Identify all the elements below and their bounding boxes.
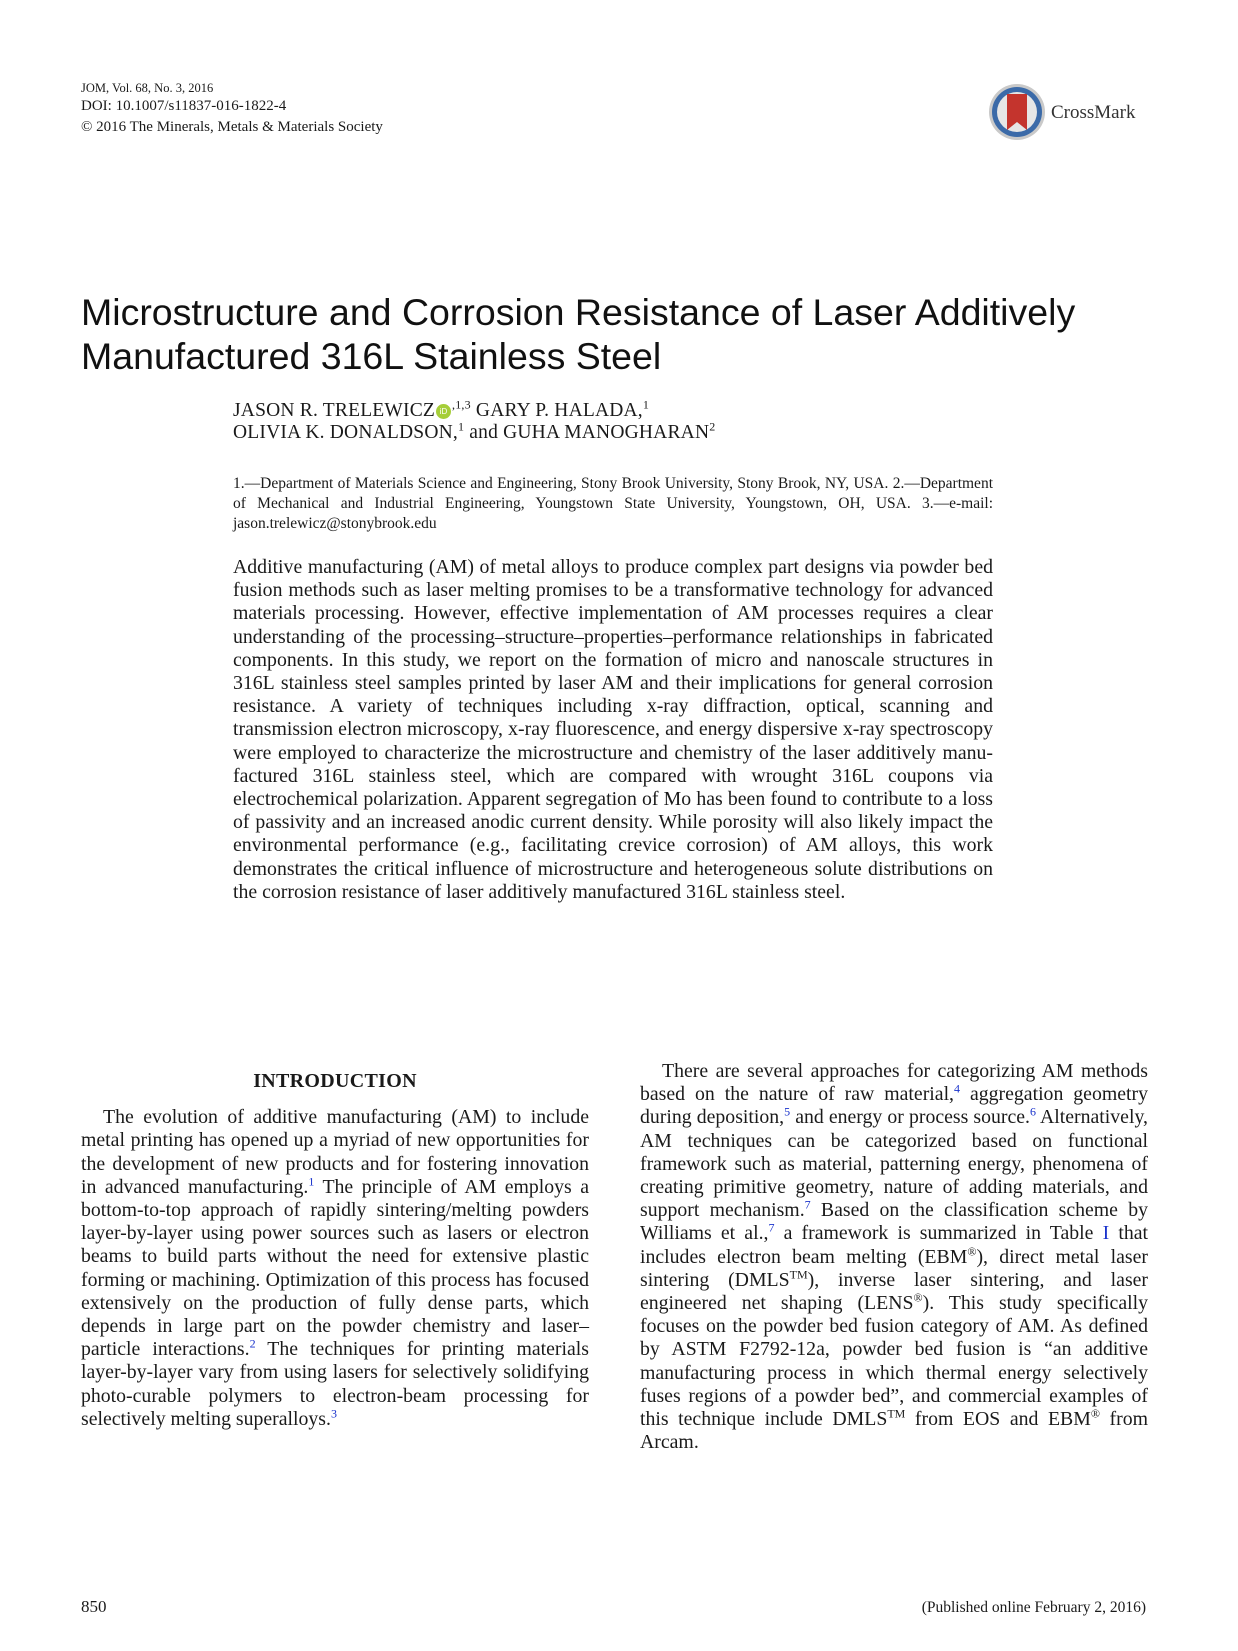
author-affil-sup: ,1,3 bbox=[452, 397, 471, 412]
author-list bbox=[233, 397, 716, 444]
author-affil-sup: 2 bbox=[709, 419, 716, 434]
intro-column bbox=[81, 1070, 589, 1431]
author-trelewicz[interactable]: JASON R. TRELEWICZ bbox=[233, 400, 436, 421]
body-paragraph: There are several approaches for categorizing AM methods based on the nature of raw material,$^4$ aggregation geometry during deposition,$^5$ and energy or process source.$^6$ Alternatively, AM techniques can be categorized based on functional framework such as material, patterning energy, phenomena of creating primitive geometry, nature of adding materials, and support mechanism.$^7$ Based on the classification scheme by Williams et al.,$^7$ a framework is summarized in Table I that includes electron beam melting (EBM®), direct metal laser sintering (DMLS™), inverse laser sintering, and laser engineered net shaping (LENS®). This study specifically focuses on the powder bed fusion category of AM. As defined by ASTM F2792-12a, powder bed fusion is “an additive manufacturing process in which thermal energy selectively fuses regions of a powder bed”, and commercial examples of this technique include DMLS™ from EOS and EBM® from Arcam. bbox=[640, 1060, 1149, 1454]
copyright: © 2016 The Minerals, Metals & Materials Society bbox=[81, 119, 383, 135]
journal-meta bbox=[81, 80, 383, 138]
author-halada[interactable]: GARY P. HALADA, bbox=[470, 400, 643, 421]
intro-paragraph: The evolution of additive manufacturing (AM) to include metal printing has opened up a myriad of new opportunities for the development of new products and for fostering innovation in advanced manufacturing.$^1$ The principle of AM employs a bottom-to-top approach of rapidly sintering/melting powders layer-by-layer using power sources such as lasers or electron beams to build parts without the need for extensive plastic forming or machining. Optimization of this process has focused extensively on the production of fully dense parts, which depends in large part on the powder chemistry and laser–particle interactions.$^2$ The techniques for printing materials layer-by-layer vary from using lasers for selectively solidifying photo-curable polymers to electron-beam processing for selectively melting superalloys.$^3$ bbox=[81, 1106, 589, 1430]
author-donaldson[interactable]: OLIVIA K. DONALDSON, bbox=[233, 422, 458, 443]
author-affil-sup: 1 bbox=[642, 397, 650, 412]
citation-link[interactable]: 4 bbox=[954, 1081, 961, 1096]
crossmark-icon bbox=[987, 82, 1047, 142]
abstract: Additive manufacturing (AM) of metal alloys to produce complex part designs via powder bed fusion methods such as laser melting promises to be a transformative technology for advanced materials processing. However, effective implementation of AM processes requires a clear understanding of the processing–structure–properties–performance relationships in fabricated components. In this study, we report on the formation of micro and nanoscale structures in 316L stainless steel samples printed by laser AM and their implications for general corrosion resistance. A variety of techniques including x-ray diffraction, optical, scanning and transmission electron microscopy, x-ray fluorescence, and energy dispersive x-ray spectroscopy were employed to characterize the microstructure and chemistry of the laser additively manufactured 316L stainless steel, which are compared with wrought 316L coupons via electrochemical polarization. Apparent segregation of Mo has been found to contribute to a loss of passivity and an increased anodic current density. While porosity will also likely impact the environmental performance (e.g., facilitating crevice corrosion) of AM alloys, this work demonstrates the critical influence of microstructure and heterogeneous solute distributions on the corrosion resistance of laser additively manufactured 316L stainless steel. bbox=[233, 556, 993, 903]
journal-citation: JOM, Vol. 68, No. 3, 2016 bbox=[81, 81, 214, 95]
citation-link[interactable]: 3 bbox=[330, 1406, 337, 1421]
citation-link[interactable]: 6 bbox=[1029, 1104, 1036, 1119]
author-manogharan[interactable]: and GUHA MANOGHARAN bbox=[464, 422, 710, 443]
citation-link[interactable]: 7 bbox=[768, 1220, 775, 1235]
orcid-icon[interactable]: iD bbox=[436, 404, 451, 419]
right-column bbox=[640, 1060, 1148, 1454]
section-heading-introduction: INTRODUCTION bbox=[253, 1070, 417, 1092]
paper-title: Microstructure and Corrosion Resistance of Laser Additively Manufactured 316L Stainless Steel bbox=[81, 291, 1076, 378]
published-date: (Published online February 2, 2016) bbox=[921, 1599, 1146, 1616]
author-affil-sup: 1 bbox=[457, 419, 465, 434]
citation-link[interactable]: 7 bbox=[804, 1197, 811, 1212]
affiliations: 1.—Department of Materials Science and Engineering, Stony Brook University, Stony Brook, NY, USA. 2.—Department of Mechanical and Industrial Engineering, Youngstown State University, Youngstown, OH, USA. 3.—e-mail: jason.trelewicz@stonybrook.edu bbox=[233, 475, 993, 532]
crossmark-label: CrossMark bbox=[1051, 102, 1136, 123]
table-link[interactable]: I bbox=[1102, 1222, 1110, 1245]
doi[interactable]: DOI: 10.1007/s11837-016-1822-4 bbox=[81, 98, 287, 114]
page-number: 850 bbox=[81, 1597, 107, 1616]
crossmark-badge[interactable] bbox=[987, 82, 1147, 142]
citation-link[interactable]: 5 bbox=[784, 1104, 791, 1119]
citation-link[interactable]: 1 bbox=[308, 1174, 315, 1189]
citation-link[interactable]: 2 bbox=[249, 1336, 256, 1351]
